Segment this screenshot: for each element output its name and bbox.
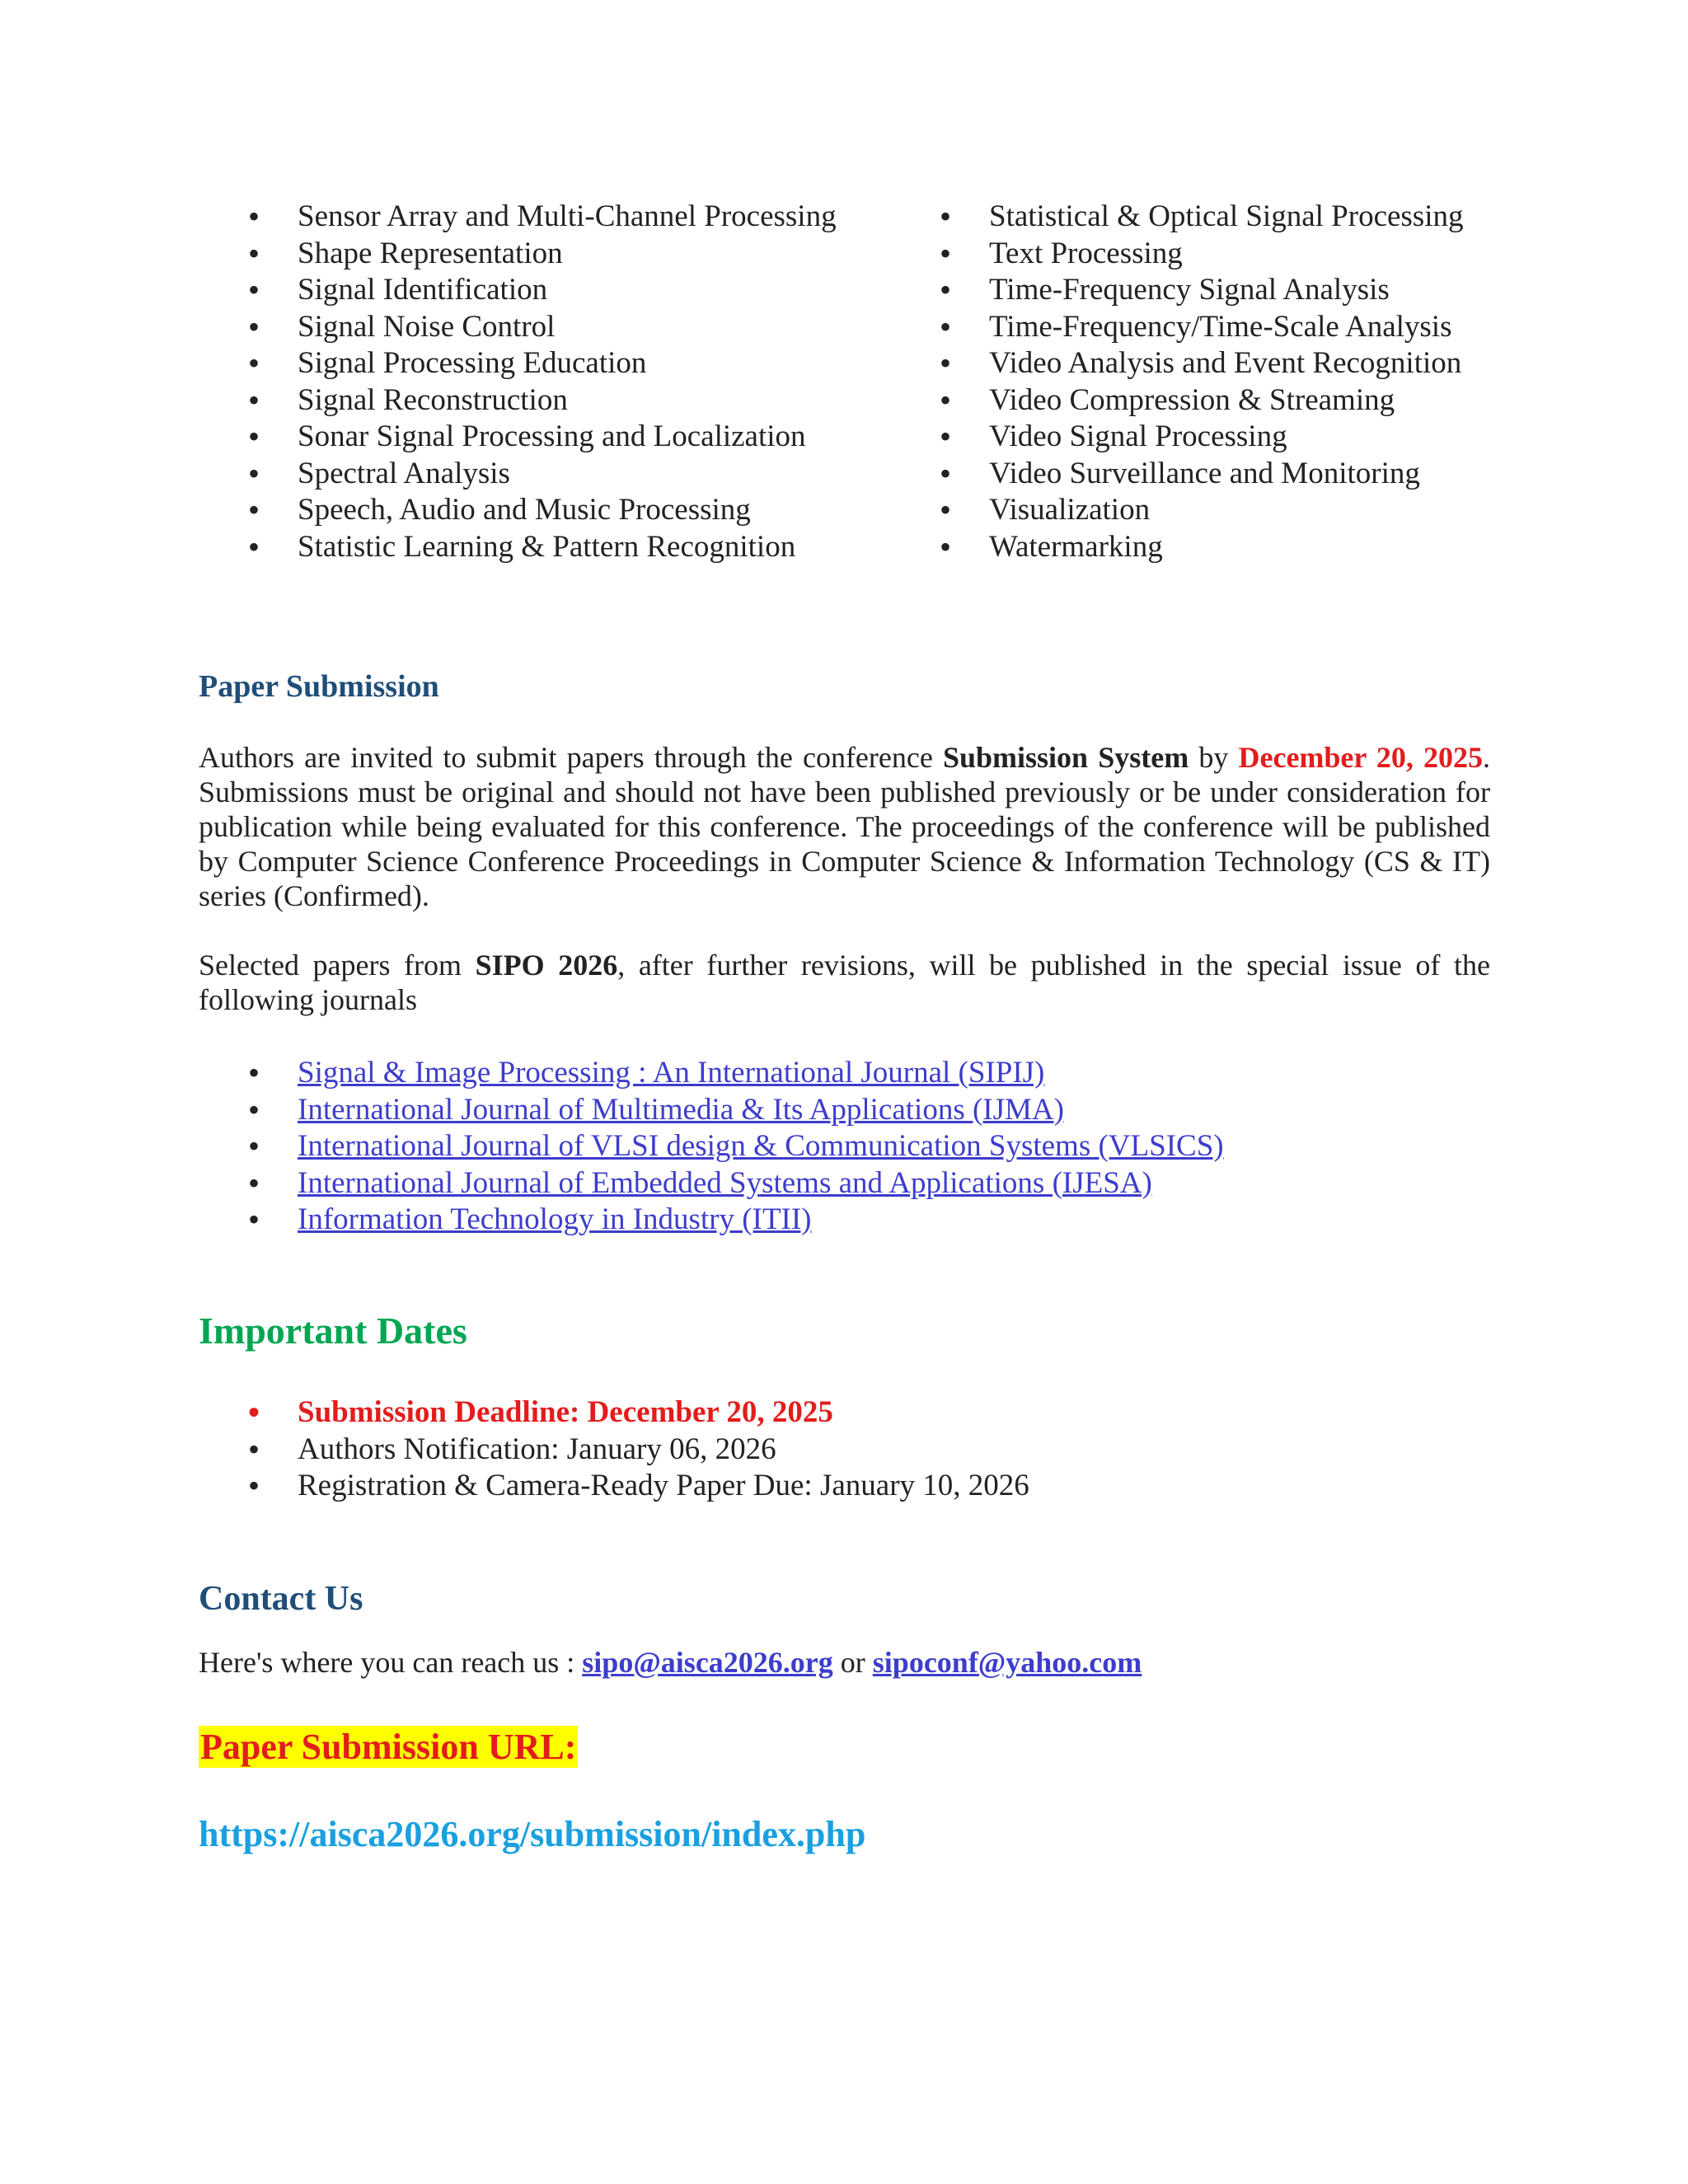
contact-or: or [832,1646,873,1679]
important-dates-heading: Important Dates [199,1310,467,1352]
text-run: Selected papers from [199,949,476,982]
topic-item: • Signal Processing Education [199,345,842,382]
deadline-date: December 20, 2025 [1238,741,1484,774]
email-link-primary[interactable]: sipo@aisca2026.org [582,1646,833,1679]
topic-item: • Signal Noise Control [199,309,842,346]
email-link-secondary[interactable]: sipoconf@yahoo.com [872,1646,1142,1679]
topics-list-left [199,199,842,565]
topic-item: • Sonar Signal Processing and Localization [199,419,842,456]
topic-item: • Sensor Array and Multi-Channel Processing [199,199,842,236]
topic-item: • Statistical & Optical Signal Processing [890,199,1533,236]
topics-list-right [890,199,1533,565]
journal-link-itii[interactable]: Information Technology in Industry (ITII) [298,1202,812,1236]
important-dates-list [199,1394,1029,1505]
topic-item: • Video Signal Processing [890,419,1533,456]
journal-item [199,1202,1224,1239]
journal-item [199,1092,1224,1129]
topic-item: • Spectral Analysis [199,456,842,493]
topic-item: • Time-Frequency/Time-Scale Analysis [890,309,1533,346]
topic-item: • Time-Frequency Signal Analysis [890,272,1533,309]
topic-item: • Video Compression & Streaming [890,382,1533,419]
topic-item: • Video Surveillance and Monitoring [890,456,1533,493]
journal-item [199,1165,1224,1202]
topic-item: • Shape Representation [199,236,842,273]
journal-link-sipij[interactable]: Signal & Image Processing : An International Journal (SIPIJ) [298,1056,1045,1090]
submission-url-label: Paper Submission URL: [200,1727,577,1767]
conference-name: SIPO 2026 [475,949,618,982]
topic-item: • Statistic Learning & Pattern Recognition [199,529,842,566]
journal-link-ijesa[interactable]: International Journal of Embedded Systems and Applications (IJESA) [298,1165,1152,1200]
journal-item [199,1055,1224,1092]
submission-system-text: Submission System [942,741,1189,774]
topic-item: • Signal Identification [199,272,842,309]
journal-item [199,1128,1224,1165]
date-item-registration: • Registration & Camera-Ready Paper Due: January 10, 2026 [199,1468,1029,1505]
text-run: Authors are invited to submit papers through the conference [199,741,943,774]
topic-item: • Visualization [890,492,1533,529]
submission-paragraph [199,740,1490,913]
journal-link-ijma[interactable]: International Journal of Multimedia & Its Applications (IJMA) [298,1092,1064,1127]
text-run: . Submissions must be original and should not have been published previously or be under consideration for publication while being evaluated for this conference. The proceedings of the conference will be published by Computer Science Conference Proceedings in Computer Science & Information Technology (CS & IT) series (Confirmed). [199,741,1491,912]
contact-line [199,1645,1142,1680]
topic-item: • Video Analysis and Event Recognition [890,345,1533,382]
submission-url[interactable]: https://aisca2026.org/submission/index.php [199,1814,866,1854]
topic-item: • Signal Reconstruction [199,382,842,419]
text-run: by [1189,741,1239,774]
paper-submission-heading: Paper Submission [199,669,439,704]
contact-heading: Contact Us [199,1580,363,1618]
date-item-notification: • Authors Notification: January 06, 2026 [199,1432,1029,1469]
text-run: , after further revisions, will be published in the special issue of the following journals [199,949,1490,1016]
topic-item: • Watermarking [890,529,1533,566]
topic-item: • Text Processing [890,236,1533,273]
date-item-deadline: • Submission Deadline: December 20, 2025 [199,1394,1029,1432]
journal-link-vlsics[interactable]: International Journal of VLSI design & Communication Systems (VLSICS) [298,1129,1224,1163]
journals-list [199,1055,1224,1239]
selected-papers-paragraph [199,948,1490,1017]
contact-text: Here's where you can reach us : [199,1646,583,1679]
topic-item: • Speech, Audio and Music Processing [199,492,842,529]
